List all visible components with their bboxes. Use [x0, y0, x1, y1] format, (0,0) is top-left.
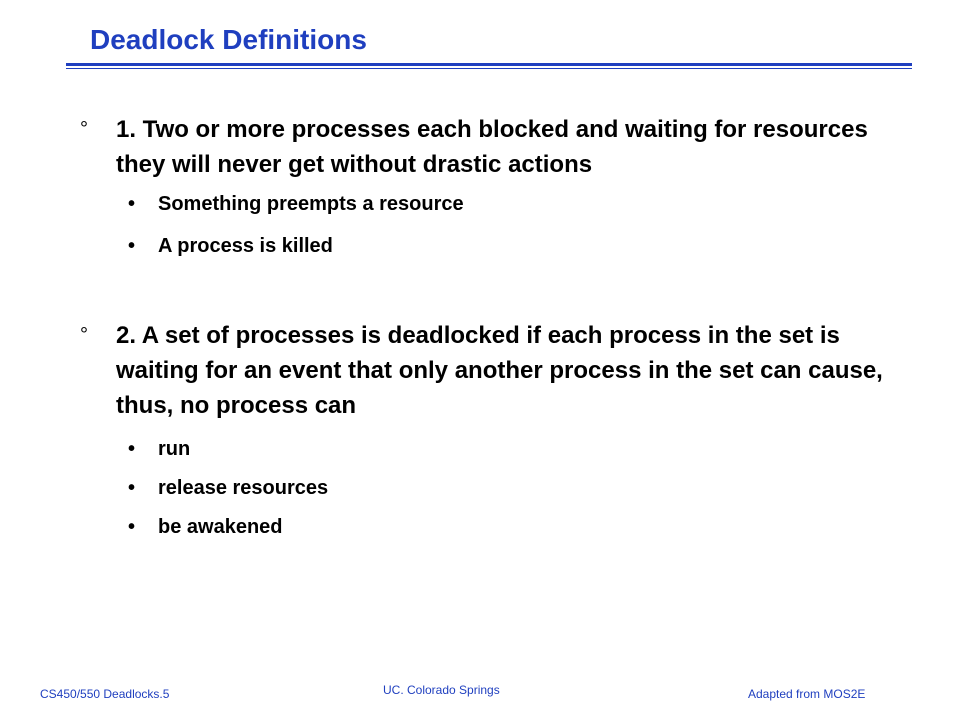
- sub-bullet-2-3: [128, 514, 283, 540]
- sub-bullet-2-2: [128, 475, 328, 501]
- degree-bullet: °: [80, 324, 88, 346]
- definition-text-1: 1. Two or more processes each blocked and waiting for resources they will never get without drastic actions: [116, 116, 868, 178]
- bullet-dot: •: [128, 193, 136, 215]
- degree-bullet: °: [80, 118, 88, 140]
- bullet-dot: •: [128, 235, 136, 257]
- sub-bullet-1-2: [128, 233, 333, 259]
- bullet-dot: •: [128, 438, 136, 460]
- sub-bullet-text: Something preempts a resource: [158, 193, 464, 215]
- footer-institution: UC. Colorado Springs: [383, 683, 500, 697]
- sub-bullet-1-1: [128, 191, 464, 217]
- sub-bullet-text: run: [158, 438, 191, 460]
- title-divider: [66, 63, 912, 66]
- bullet-dot: •: [128, 477, 136, 499]
- footer-source: Adapted from MOS2E: [748, 687, 866, 701]
- definition-text-2: 2. A set of processes is deadlocked if each process in the set is waiting for an event that only another process in the set can cause, thus, no process can: [116, 322, 883, 419]
- sub-bullet-text: A process is killed: [158, 235, 333, 257]
- footer-course: CS450/550 Deadlocks.5: [40, 687, 170, 701]
- sub-bullet-2-1: [128, 436, 190, 462]
- title-divider-thin: [66, 68, 912, 69]
- sub-bullet-text: be awakened: [158, 516, 283, 538]
- bullet-dot: •: [128, 516, 136, 538]
- definition-item-1: [80, 112, 910, 182]
- sub-bullet-text: release resources: [158, 477, 329, 499]
- slide-title: Deadlock Definitions: [90, 24, 367, 55]
- definition-item-2: [80, 318, 910, 423]
